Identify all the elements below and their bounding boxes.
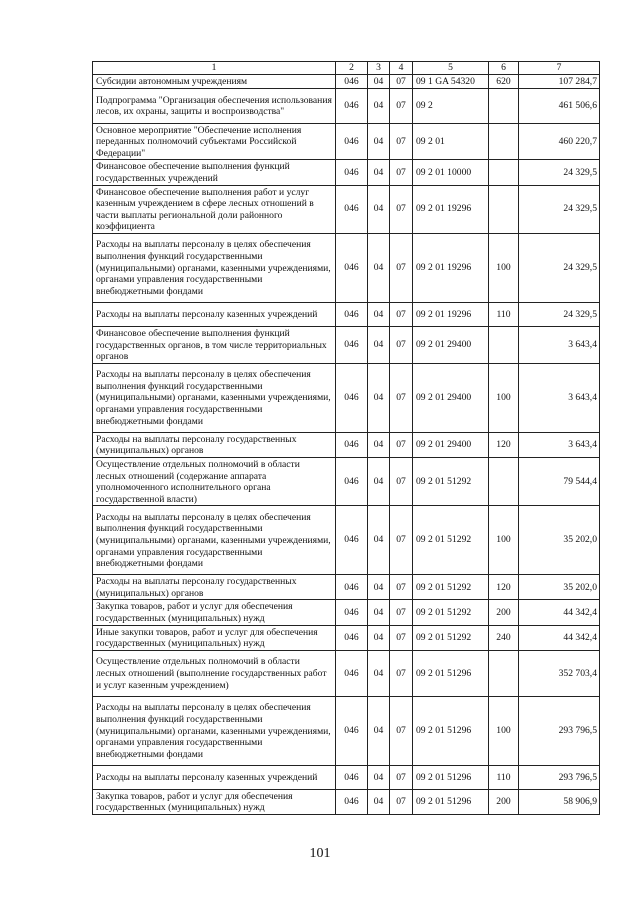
subsection-code: 07 bbox=[390, 185, 413, 233]
ved-code: 046 bbox=[336, 326, 368, 363]
expense-type-code bbox=[489, 185, 519, 233]
expense-type-code: 110 bbox=[489, 765, 519, 789]
amount: 293 796,5 bbox=[519, 696, 600, 765]
expense-type-code: 620 bbox=[489, 75, 519, 89]
row-name: Финансовое обеспечение выполнения работ и услуг казенным учреждением в сфере лесных отношений в части выплаты региональной доли районного коэффициента bbox=[93, 185, 336, 233]
subsection-code: 07 bbox=[390, 160, 413, 185]
section-code: 04 bbox=[368, 696, 390, 765]
target-article-code: 09 2 01 19296 bbox=[413, 185, 489, 233]
expense-type-code bbox=[489, 457, 519, 505]
section-code: 04 bbox=[368, 88, 390, 123]
expense-type-code: 200 bbox=[489, 789, 519, 814]
column-header-1: 1 bbox=[93, 62, 336, 75]
ved-code: 046 bbox=[336, 457, 368, 505]
amount: 44 342,4 bbox=[519, 625, 600, 650]
section-code: 04 bbox=[368, 160, 390, 185]
ved-code: 046 bbox=[336, 575, 368, 600]
section-code: 04 bbox=[368, 75, 390, 89]
table-row bbox=[93, 600, 600, 625]
amount: 35 202,0 bbox=[519, 506, 600, 575]
row-name: Закупка товаров, работ и услуг для обеспечения государственных (муниципальных) нужд bbox=[93, 789, 336, 814]
target-article-code: 09 2 01 19296 bbox=[413, 233, 489, 302]
amount: 293 796,5 bbox=[519, 765, 600, 789]
table-row bbox=[93, 789, 600, 814]
table-row bbox=[93, 160, 600, 185]
amount: 44 342,4 bbox=[519, 600, 600, 625]
subsection-code: 07 bbox=[390, 326, 413, 363]
section-code: 04 bbox=[368, 432, 390, 457]
amount: 24 329,5 bbox=[519, 302, 600, 326]
table-row bbox=[93, 75, 600, 89]
column-header-4: 4 bbox=[390, 62, 413, 75]
ved-code: 046 bbox=[336, 88, 368, 123]
row-name: Расходы на выплаты персоналу казенных учреждений bbox=[93, 302, 336, 326]
table-row bbox=[93, 432, 600, 457]
subsection-code: 07 bbox=[390, 696, 413, 765]
subsection-code: 07 bbox=[390, 123, 413, 160]
row-name: Подпрограмма "Организация обеспечения использования лесов, их охраны, защиты и воспроизводства" bbox=[93, 88, 336, 123]
table-row bbox=[93, 650, 600, 696]
section-code: 04 bbox=[368, 600, 390, 625]
table-row bbox=[93, 506, 600, 575]
row-name: Финансовое обеспечение выполнения функций государственных учреждений bbox=[93, 160, 336, 185]
amount: 107 284,7 bbox=[519, 75, 600, 89]
expense-type-code: 120 bbox=[489, 575, 519, 600]
table-row bbox=[93, 88, 600, 123]
subsection-code: 07 bbox=[390, 575, 413, 600]
page-number: 101 bbox=[309, 846, 331, 861]
table-row bbox=[93, 625, 600, 650]
table-row bbox=[93, 233, 600, 302]
subsection-code: 07 bbox=[390, 88, 413, 123]
expense-type-code: 100 bbox=[489, 696, 519, 765]
column-header-3: 3 bbox=[368, 62, 390, 75]
table-row bbox=[93, 696, 600, 765]
target-article-code: 09 2 01 29400 bbox=[413, 363, 489, 432]
expense-type-code: 100 bbox=[489, 233, 519, 302]
target-article-code: 09 2 01 51292 bbox=[413, 575, 489, 600]
subsection-code: 07 bbox=[390, 457, 413, 505]
expense-type-code bbox=[489, 88, 519, 123]
ved-code: 046 bbox=[336, 302, 368, 326]
target-article-code: 09 2 01 51292 bbox=[413, 506, 489, 575]
section-code: 04 bbox=[368, 506, 390, 575]
expense-type-code: 100 bbox=[489, 363, 519, 432]
section-code: 04 bbox=[368, 326, 390, 363]
row-name: Финансовое обеспечение выполнения функций государственных органов, в том числе территориальных органов bbox=[93, 326, 336, 363]
amount: 3 643,4 bbox=[519, 326, 600, 363]
row-name: Субсидии автономным учреждениям bbox=[93, 75, 336, 89]
target-article-code: 09 2 01 51296 bbox=[413, 650, 489, 696]
table-row bbox=[93, 302, 600, 326]
ved-code: 046 bbox=[336, 650, 368, 696]
target-article-code: 09 1 GA 54320 bbox=[413, 75, 489, 89]
subsection-code: 07 bbox=[390, 600, 413, 625]
target-article-code: 09 2 01 51296 bbox=[413, 765, 489, 789]
subsection-code: 07 bbox=[390, 233, 413, 302]
row-name: Иные закупки товаров, работ и услуг для обеспечения государственных (муниципальных) нужд bbox=[93, 625, 336, 650]
ved-code: 046 bbox=[336, 233, 368, 302]
subsection-code: 07 bbox=[390, 789, 413, 814]
table-row bbox=[93, 185, 600, 233]
row-name: Расходы на выплаты персоналу в целях обеспечения выполнения функций государственными (муниципальными) органами, казенными учреждениями, органами управления государственными внебюджетными фондами bbox=[93, 363, 336, 432]
amount: 3 643,4 bbox=[519, 432, 600, 457]
row-name: Осуществление отдельных полномочий в области лесных отношений (выполнение государственных работ и услуг казенным учреждением) bbox=[93, 650, 336, 696]
column-header-6: 6 bbox=[489, 62, 519, 75]
row-name: Расходы на выплаты персоналу казенных учреждений bbox=[93, 765, 336, 789]
row-name: Расходы на выплаты персоналу в целях обеспечения выполнения функций государственными (муниципальными) органами, казенными учреждениями, органами управления государственными внебюджетными фондами bbox=[93, 506, 336, 575]
ved-code: 046 bbox=[336, 363, 368, 432]
subsection-code: 07 bbox=[390, 75, 413, 89]
amount: 461 506,6 bbox=[519, 88, 600, 123]
ved-code: 046 bbox=[336, 185, 368, 233]
target-article-code: 09 2 01 51292 bbox=[413, 625, 489, 650]
expense-type-code bbox=[489, 123, 519, 160]
ved-code: 046 bbox=[336, 506, 368, 575]
target-article-code: 09 2 01 29400 bbox=[413, 432, 489, 457]
ved-code: 046 bbox=[336, 789, 368, 814]
section-code: 04 bbox=[368, 123, 390, 160]
amount: 24 329,5 bbox=[519, 185, 600, 233]
ved-code: 046 bbox=[336, 123, 368, 160]
table-row bbox=[93, 457, 600, 505]
target-article-code: 09 2 01 bbox=[413, 123, 489, 160]
section-code: 04 bbox=[368, 363, 390, 432]
target-article-code: 09 2 01 51296 bbox=[413, 789, 489, 814]
amount: 58 906,9 bbox=[519, 789, 600, 814]
amount: 24 329,5 bbox=[519, 160, 600, 185]
table-row bbox=[93, 326, 600, 363]
column-header-2: 2 bbox=[336, 62, 368, 75]
expense-type-code bbox=[489, 650, 519, 696]
target-article-code: 09 2 01 51296 bbox=[413, 696, 489, 765]
table-body bbox=[93, 75, 600, 815]
expense-type-code: 100 bbox=[489, 506, 519, 575]
section-code: 04 bbox=[368, 233, 390, 302]
subsection-code: 07 bbox=[390, 625, 413, 650]
amount: 460 220,7 bbox=[519, 123, 600, 160]
target-article-code: 09 2 01 10000 bbox=[413, 160, 489, 185]
row-name: Расходы на выплаты персоналу в целях обеспечения выполнения функций государственными (муниципальными) органами, казенными учреждениями, органами управления государственными внебюджетными фондами bbox=[93, 696, 336, 765]
row-name: Основное мероприятие "Обеспечение исполнения переданных полномочий субъектами Российской Федерации" bbox=[93, 123, 336, 160]
header-row bbox=[93, 62, 600, 75]
amount: 3 643,4 bbox=[519, 363, 600, 432]
target-article-code: 09 2 01 19296 bbox=[413, 302, 489, 326]
expense-type-code: 240 bbox=[489, 625, 519, 650]
section-code: 04 bbox=[368, 457, 390, 505]
section-code: 04 bbox=[368, 302, 390, 326]
section-code: 04 bbox=[368, 765, 390, 789]
amount: 352 703,4 bbox=[519, 650, 600, 696]
section-code: 04 bbox=[368, 789, 390, 814]
column-header-5: 5 bbox=[413, 62, 489, 75]
subsection-code: 07 bbox=[390, 302, 413, 326]
subsection-code: 07 bbox=[390, 363, 413, 432]
ved-code: 046 bbox=[336, 432, 368, 457]
subsection-code: 07 bbox=[390, 506, 413, 575]
section-code: 04 bbox=[368, 650, 390, 696]
section-code: 04 bbox=[368, 185, 390, 233]
expense-type-code bbox=[489, 326, 519, 363]
target-article-code: 09 2 01 29400 bbox=[413, 326, 489, 363]
ved-code: 046 bbox=[336, 765, 368, 789]
ved-code: 046 bbox=[336, 600, 368, 625]
budget-table bbox=[92, 61, 600, 815]
table-row bbox=[93, 123, 600, 160]
amount: 35 202,0 bbox=[519, 575, 600, 600]
amount: 24 329,5 bbox=[519, 233, 600, 302]
section-code: 04 bbox=[368, 575, 390, 600]
target-article-code: 09 2 01 51292 bbox=[413, 457, 489, 505]
subsection-code: 07 bbox=[390, 432, 413, 457]
ved-code: 046 bbox=[336, 625, 368, 650]
expense-type-code: 200 bbox=[489, 600, 519, 625]
row-name: Расходы на выплаты персоналу в целях обеспечения выполнения функций государственными (муниципальными) органами, казенными учреждениями, органами управления государственными внебюджетными фондами bbox=[93, 233, 336, 302]
table-row bbox=[93, 363, 600, 432]
subsection-code: 07 bbox=[390, 650, 413, 696]
section-code: 04 bbox=[368, 625, 390, 650]
column-header-7: 7 bbox=[519, 62, 600, 75]
subsection-code: 07 bbox=[390, 765, 413, 789]
row-name: Закупка товаров, работ и услуг для обеспечения государственных (муниципальных) нужд bbox=[93, 600, 336, 625]
amount: 79 544,4 bbox=[519, 457, 600, 505]
target-article-code: 09 2 01 51292 bbox=[413, 600, 489, 625]
expense-type-code: 120 bbox=[489, 432, 519, 457]
target-article-code: 09 2 bbox=[413, 88, 489, 123]
table-row bbox=[93, 765, 600, 789]
ved-code: 046 bbox=[336, 160, 368, 185]
row-name: Осуществление отдельных полномочий в области лесных отношений (содержание аппарата уполномоченного исполнительного органа государственной власти) bbox=[93, 457, 336, 505]
ved-code: 046 bbox=[336, 696, 368, 765]
row-name: Расходы на выплаты персоналу государственных (муниципальных) органов bbox=[93, 575, 336, 600]
expense-type-code bbox=[489, 160, 519, 185]
row-name: Расходы на выплаты персоналу государственных (муниципальных) органов bbox=[93, 432, 336, 457]
ved-code: 046 bbox=[336, 75, 368, 89]
table-row bbox=[93, 575, 600, 600]
expense-type-code: 110 bbox=[489, 302, 519, 326]
